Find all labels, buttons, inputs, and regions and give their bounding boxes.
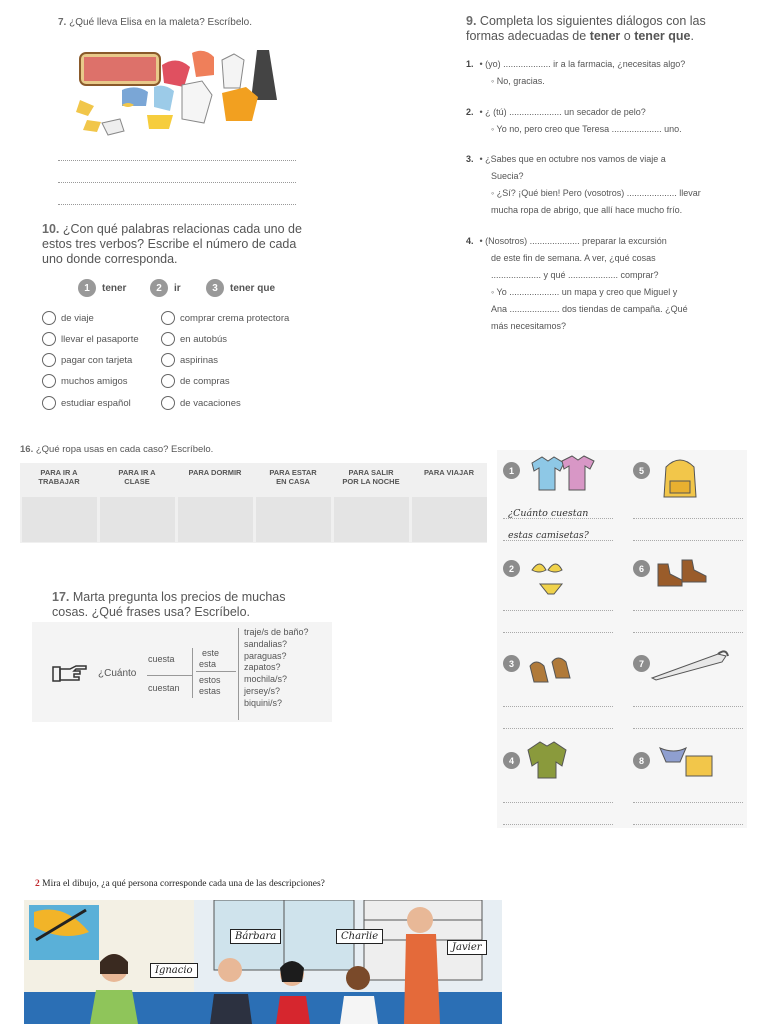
- ex10-number: 10.: [42, 222, 60, 236]
- dialogue-4: [466, 233, 688, 335]
- picture-number: 3: [503, 655, 520, 672]
- dialogue-line: • (Nosotros) .................... preparar la excursión: [479, 236, 667, 246]
- demo-estas: estas: [199, 686, 221, 696]
- option-label: de viaje: [61, 312, 94, 324]
- ex10-heading: [42, 222, 322, 267]
- table-header: PARA IR A TRABAJAR: [38, 468, 80, 486]
- option-label: de vacaciones: [180, 397, 241, 409]
- verb-label: tener que: [230, 282, 276, 294]
- dialogue-line: mucha ropa de abrigo, que allí hace mucho frío.: [491, 205, 683, 215]
- item: mochila/s?: [244, 674, 288, 685]
- verb-cuesta: cuesta: [148, 654, 175, 664]
- option-label: muchos amigos: [61, 375, 128, 387]
- ex10-title-line-1: ¿Con qué palabras relacionas cada uno de: [62, 222, 302, 236]
- ex9-title-end: .: [690, 29, 694, 43]
- item: zapatos?: [244, 662, 281, 673]
- ex17-heading: [52, 590, 332, 620]
- option-label: aspirinas: [180, 354, 219, 366]
- answer-line[interactable]: [633, 728, 743, 729]
- verb-number-badge: 3: [206, 279, 224, 297]
- option-item[interactable]: [42, 374, 128, 388]
- dialogue-line: ◦ No, gracias.: [491, 76, 545, 86]
- divider-line: [147, 675, 193, 676]
- example-line: estas camisetas?: [508, 530, 589, 541]
- backpack-icon: [658, 455, 702, 501]
- answer-line[interactable]: [503, 540, 613, 541]
- item-list: [244, 627, 309, 710]
- ex16-number: 16.: [20, 444, 34, 455]
- ex7-answer-line-2[interactable]: [58, 182, 296, 183]
- umbrella-icon: [648, 648, 732, 682]
- ex10-title-line-2: estos tres verbos? Escribe el número de cada: [42, 237, 297, 251]
- option-label: en autobús: [180, 333, 228, 345]
- option-item[interactable]: [42, 353, 132, 367]
- sweater-icon: [524, 738, 570, 782]
- answer-circle[interactable]: [161, 353, 175, 367]
- picture-number: 1: [503, 462, 520, 479]
- answer-line[interactable]: [503, 632, 613, 633]
- item: traje/s de baño?: [244, 627, 309, 637]
- name-tag-ignacio: Ignacio: [150, 963, 198, 978]
- ex7-heading: [58, 15, 252, 30]
- verb-tener: [78, 279, 126, 297]
- ex9-number: 9.: [466, 14, 477, 28]
- verb-ir: [150, 279, 181, 297]
- ex17-number: 17.: [52, 590, 70, 604]
- ex9-title-a: formas adecuadas de: [466, 29, 590, 43]
- table-answer-cell[interactable]: [178, 497, 253, 542]
- option-label: de compras: [180, 375, 230, 387]
- ex7-answer-line-1[interactable]: [58, 160, 296, 161]
- bikini-icon: [526, 556, 576, 598]
- option-item[interactable]: [161, 332, 227, 346]
- picture-number: 8: [633, 752, 650, 769]
- demo-este: este: [202, 648, 220, 658]
- ex7-title: ¿Qué lleva Elisa en la maleta? Escríbelo.: [69, 17, 252, 28]
- answer-line[interactable]: [633, 802, 743, 803]
- pointing-hand-icon: [52, 664, 88, 684]
- ex2-heading: [35, 879, 325, 889]
- dialogue-line: ◦ Yo no, pero creo que Teresa .................... uno.: [491, 124, 682, 134]
- table-header: PARA DORMIR: [188, 468, 242, 477]
- ex7-number: 7.: [58, 17, 67, 28]
- answer-line[interactable]: [503, 610, 613, 611]
- dialogue-1: [466, 56, 685, 90]
- name-tag-javier: Javier: [447, 940, 487, 955]
- dialogue-line: • ¿Sabes que en octubre nos vamos de viaje a: [479, 154, 666, 164]
- answer-line[interactable]: [503, 518, 613, 519]
- verb-label: ir: [174, 282, 181, 294]
- table-answer-cell[interactable]: [100, 497, 175, 542]
- table-answer-cell[interactable]: [256, 497, 331, 542]
- answer-circle[interactable]: [161, 332, 175, 346]
- picture-number: 6: [633, 560, 650, 577]
- dialogue-line: ◦ ¿Sí? ¡Qué bien! Pero (vosotros) .................... llevar: [491, 188, 701, 198]
- verb-number-badge: 2: [150, 279, 168, 297]
- answer-circle[interactable]: [42, 353, 56, 367]
- dialogue-line: más necesitamos?: [491, 321, 567, 331]
- name-tag-charlie: Charlie: [336, 929, 383, 944]
- answer-line[interactable]: [633, 610, 743, 611]
- tshirts-icon: [528, 455, 596, 497]
- option-item[interactable]: [42, 311, 94, 325]
- answer-line[interactable]: [633, 706, 743, 707]
- dialogue-number: 4.: [466, 236, 474, 246]
- answer-line[interactable]: [503, 824, 613, 825]
- dialogue-line: Suecia?: [491, 171, 524, 181]
- picture-number: 2: [503, 560, 520, 577]
- dialogue-line: de este fin de semana. A ver, ¿qué cosas: [491, 253, 656, 263]
- verb-number-badge: 1: [78, 279, 96, 297]
- dialogue-line: ◦ Yo .................... un mapa y creo que Miguel y: [491, 287, 678, 297]
- suitcase-clothes-illustration: [62, 45, 297, 145]
- dialogue-line: • ¿ (tú) ..................... un secador de pelo?: [479, 107, 646, 117]
- dialogue-number: 2.: [466, 107, 474, 117]
- ex9-title-line-1: Completa los siguientes diálogos con las: [479, 14, 706, 28]
- ex10-title-line-3: uno donde corresponda.: [42, 252, 178, 266]
- answer-circle[interactable]: [161, 374, 175, 388]
- option-label: pagar con tarjeta: [61, 354, 133, 366]
- dialogue-line: Ana .................... dos tiendas de campaña. ¿Qué: [491, 304, 688, 314]
- ex9-title-mid: o: [620, 29, 635, 43]
- dialogue-number: 1.: [466, 59, 474, 69]
- option-item[interactable]: [161, 353, 218, 367]
- ex16-title: ¿Qué ropa usas en cada caso? Escríbelo.: [35, 444, 214, 455]
- ex16-heading: [20, 444, 213, 455]
- item: paraguas?: [244, 650, 287, 661]
- answer-line[interactable]: [633, 540, 743, 541]
- ex9-title-bold-1: tener: [589, 29, 621, 43]
- table-header: PARA VIAJAR: [423, 468, 474, 477]
- verb-label: tener: [102, 282, 127, 294]
- answer-line[interactable]: [633, 824, 743, 825]
- option-label: comprar crema protectora: [180, 312, 290, 324]
- divider-line-vertical: [238, 628, 239, 720]
- table-header: PARA IR A CLASE: [118, 468, 156, 486]
- answer-line[interactable]: [633, 518, 743, 519]
- option-item[interactable]: [161, 396, 241, 410]
- ex9-heading: [466, 14, 756, 44]
- option-item[interactable]: [42, 396, 131, 410]
- answer-line[interactable]: [633, 632, 743, 633]
- table-header: PARA ESTAR EN CASA: [269, 468, 317, 486]
- divider-line-vertical: [192, 648, 193, 698]
- verb-cuestan: cuestan: [148, 683, 180, 693]
- ex2-title: Mira el dibujo, ¿a qué persona corresponde cada una de las descripciones?: [42, 879, 325, 889]
- answer-circle[interactable]: [42, 396, 56, 410]
- table-answer-cell[interactable]: [334, 497, 409, 542]
- ex9-title-bold-2: tener que: [634, 29, 691, 43]
- cuanto-label: ¿Cuánto: [98, 668, 137, 679]
- table-header: PARA SALIR POR LA NOCHE: [342, 468, 400, 486]
- ex2-number: 2: [35, 879, 40, 889]
- demo-estos: estos: [199, 675, 221, 685]
- shoes-icon: [654, 556, 710, 588]
- ex17-title-line-1: Marta pregunta los precios de muchas: [72, 590, 286, 604]
- item: biquini/s?: [244, 697, 283, 708]
- sandals-icon: [526, 652, 576, 688]
- answer-line[interactable]: [503, 706, 613, 707]
- item: sandalias?: [244, 638, 288, 649]
- answer-line[interactable]: [503, 802, 613, 803]
- name-tag-barbara: Bárbara: [230, 929, 281, 944]
- answer-circle[interactable]: [42, 311, 56, 325]
- dialogue-number: 3.: [466, 154, 474, 164]
- swimsuit-icon: [656, 740, 720, 782]
- table-answer-cell[interactable]: [412, 497, 487, 542]
- answer-circle[interactable]: [42, 374, 56, 388]
- option-label: estudiar español: [61, 397, 131, 409]
- dialogue-line: • (yo) ................... ir a la farmacia, ¿necesitas algo?: [479, 59, 686, 69]
- table-answer-cell[interactable]: [22, 497, 97, 542]
- picture-number: 4: [503, 752, 520, 769]
- answer-circle[interactable]: [161, 396, 175, 410]
- option-item[interactable]: [161, 374, 230, 388]
- dialogue-3: [466, 151, 701, 219]
- divider-line: [196, 671, 236, 672]
- option-item[interactable]: [161, 311, 289, 325]
- verb-tener-que: [206, 279, 275, 297]
- ex17-title-line-2: cosas. ¿Qué frases usa? Escríbelo.: [52, 605, 251, 619]
- option-item[interactable]: [42, 332, 139, 346]
- dialogue-line: .................... y qué .................... comprar?: [491, 270, 659, 280]
- answer-circle[interactable]: [42, 332, 56, 346]
- dialogue-2: [466, 104, 682, 138]
- picture-number: 7: [633, 655, 650, 672]
- item: jersey/s?: [244, 685, 281, 696]
- demo-esta: esta: [199, 659, 217, 669]
- picture-number: 5: [633, 462, 650, 479]
- ex7-answer-line-3[interactable]: [58, 204, 296, 205]
- option-label: llevar el pasaporte: [61, 333, 139, 345]
- answer-line[interactable]: [503, 728, 613, 729]
- answer-circle[interactable]: [161, 311, 175, 325]
- example-line: ¿Cuánto cuestan: [508, 508, 589, 519]
- living-room-illustration: [24, 900, 502, 1024]
